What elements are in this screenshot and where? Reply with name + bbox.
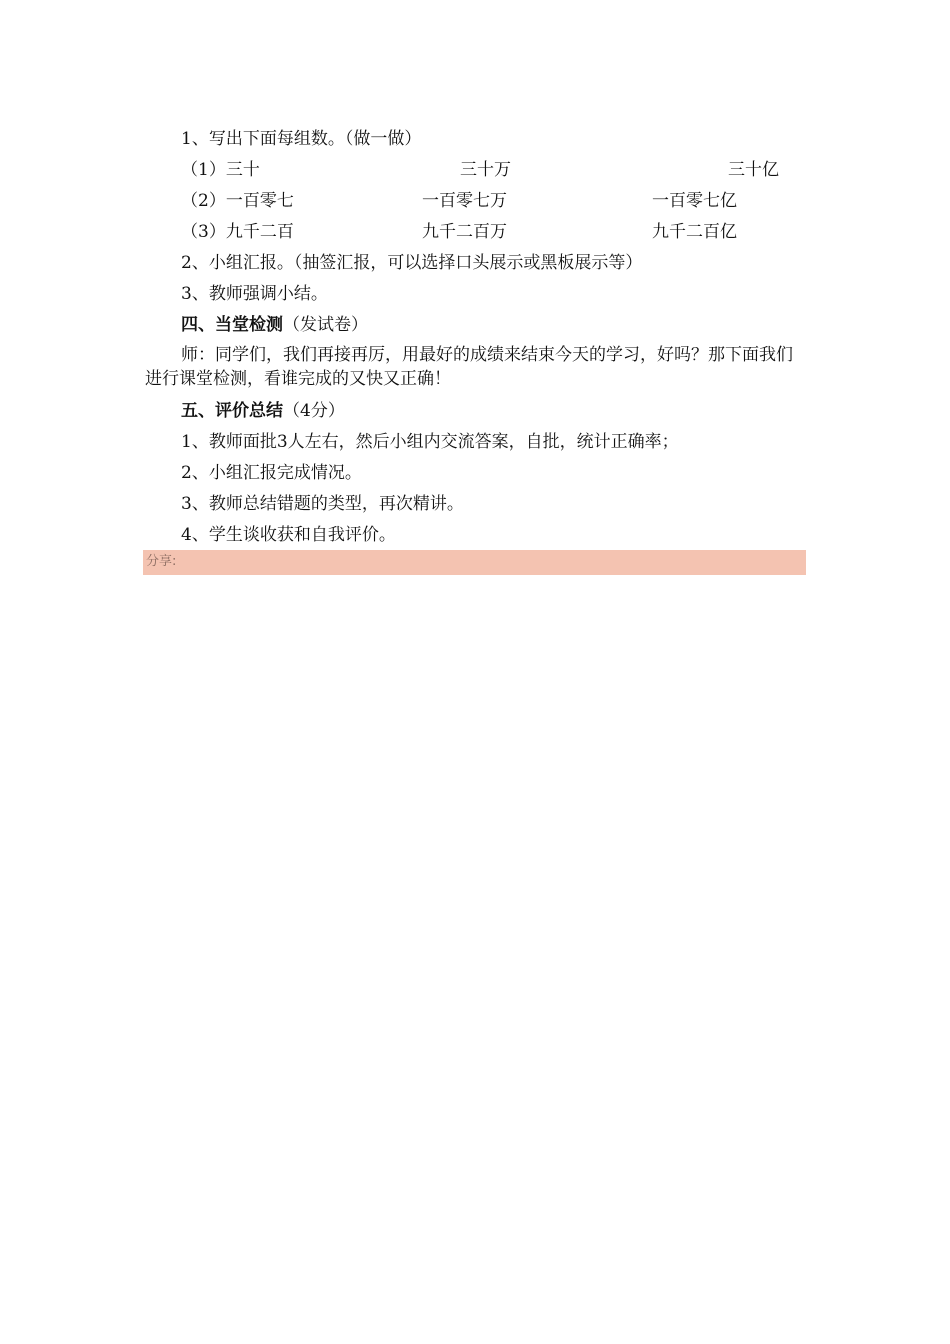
row-2-col-2: 一百零七万 (422, 191, 507, 211)
row-1-col-1: （1）三十 (181, 160, 260, 180)
row-1-col-2: 三十万 (460, 160, 511, 180)
eval-item-3: 3、教师总结错题的类型，再次精讲。 (181, 494, 464, 514)
section-4-title (181, 313, 368, 337)
item-1-title: 1、写出下面每组数。（做一做） (181, 129, 422, 149)
row-2-col-3: 一百零七亿 (652, 191, 737, 211)
number-row-3 (181, 220, 806, 244)
share-label[interactable]: 分享: (146, 554, 177, 569)
section-5-note: （4分） (283, 401, 345, 421)
section-5-heading: 五、评价总结 (181, 401, 283, 421)
row-3-col-1: （3）九千二百 (181, 222, 294, 242)
row-1-col-3: 三十亿 (728, 160, 779, 180)
section-4-heading: 四、当堂检测 (181, 315, 283, 335)
teacher-paragraph: 师：同学们，我们再接再厉，用最好的成绩来结束今天的学习，好吗？那下面我们进行课堂检测，看谁完成的又快又正确！ (145, 345, 793, 389)
row-2-col-1: （2）一百零七 (181, 191, 294, 211)
number-row-1 (181, 158, 806, 182)
row-3-col-2: 九千二百万 (422, 222, 507, 242)
eval-item-1: 1、教师面批3人左右，然后小组内交流答案，自批，统计正确率； (181, 432, 679, 452)
eval-item-2: 2、小组汇报完成情况。 (181, 463, 362, 483)
eval-item-4: 4、学生谈收获和自我评价。 (181, 525, 396, 545)
share-bar (143, 550, 806, 575)
number-row-2 (181, 189, 806, 213)
item-3: 3、教师强调小结。 (181, 284, 328, 304)
row-3-col-3: 九千二百亿 (652, 222, 737, 242)
item-2: 2、小组汇报。（抽签汇报，可以选择口头展示或黑板展示等） (181, 253, 643, 273)
section-5-title (181, 399, 345, 423)
section-4-note: （发试卷） (283, 315, 368, 335)
